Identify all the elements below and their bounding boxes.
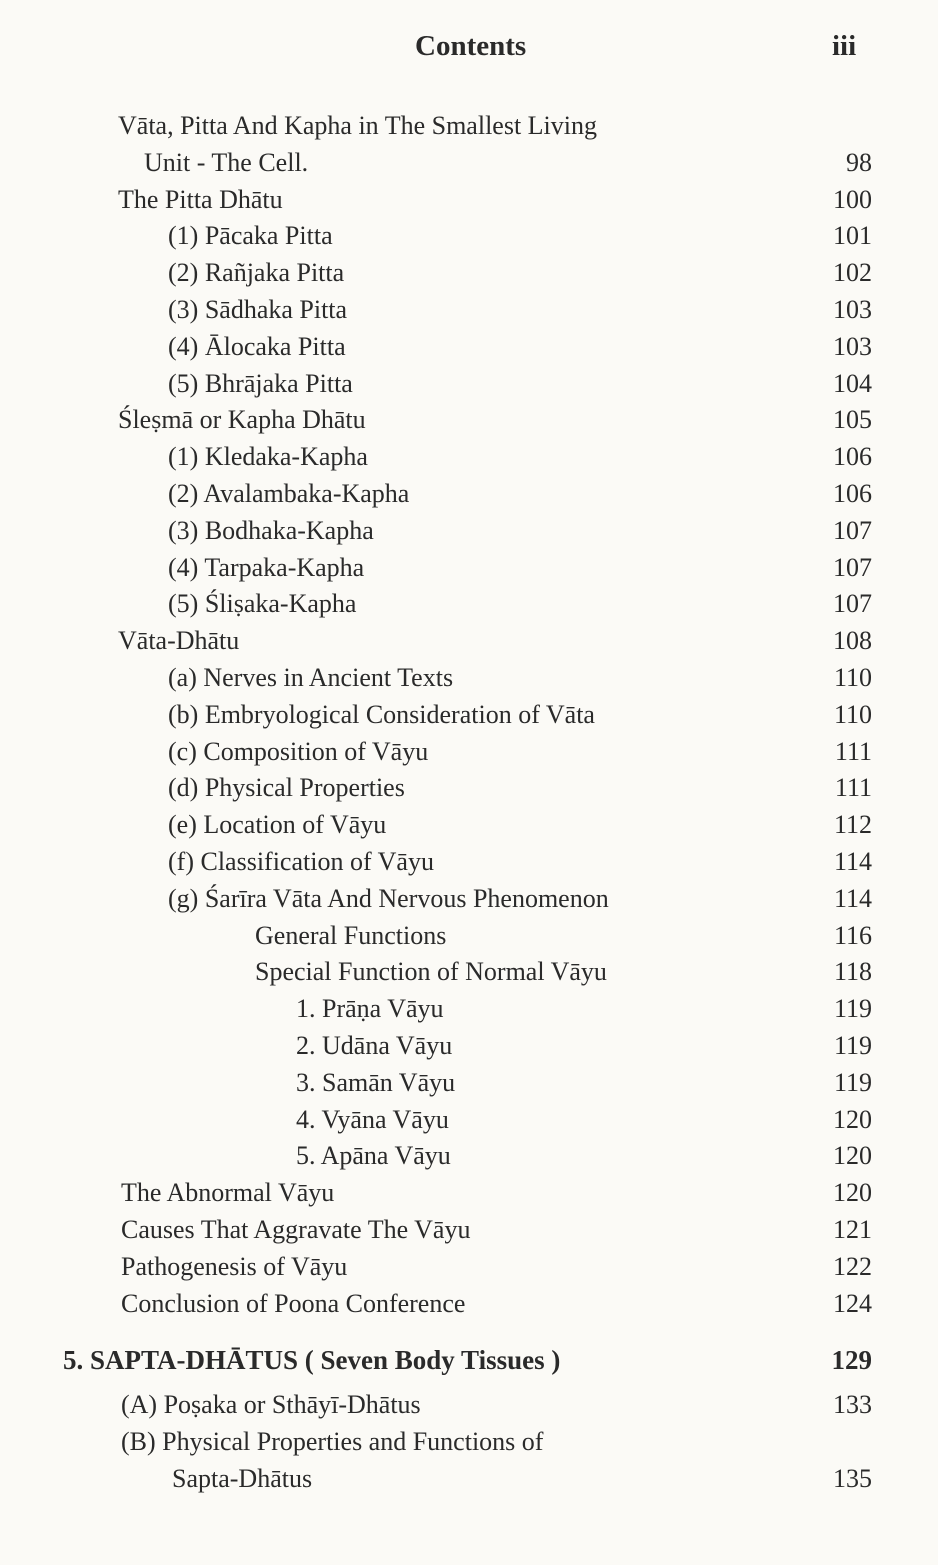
entry-title: (5) Bhrājaka Pitta (168, 368, 353, 398)
toc-entry (0, 807, 938, 844)
entry-title: 5. Apāna Vāyu (296, 1141, 451, 1171)
toc-entry (0, 366, 938, 403)
entry-title: (g) Śarīra Vāta And Nervous Phenomenon (168, 883, 609, 913)
entry-title: (f) Classification of Vāyu (168, 846, 434, 876)
toc-entry (0, 1212, 938, 1249)
entry-title: (A) Poṣaka or Sthāyī-Dhātus (121, 1390, 421, 1420)
entry-title: (5) Śliṣaka-Kapha (168, 589, 357, 619)
toc-entry (0, 513, 938, 550)
toc-entry (0, 439, 938, 476)
entry-page-number: 119 (833, 1067, 872, 1097)
toc-entry (0, 697, 938, 734)
entry-title: Pathogenesis of Vāyu (121, 1251, 348, 1281)
toc-entry (0, 660, 938, 697)
toc-entry (0, 1461, 938, 1498)
entry-page-number: 119 (833, 1030, 872, 1060)
entry-title: Conclusion of Poona Conference (121, 1288, 466, 1318)
entry-title: (e) Location of Vāyu (168, 810, 387, 840)
entry-title: (1) Pācaka Pitta (168, 221, 333, 251)
entry-title: (4) Tarpaka-Kapha (168, 552, 365, 582)
entry-title: (c) Composition of Vāyu (168, 736, 429, 766)
entry-page-number: 110 (833, 662, 872, 692)
entry-page-number: 124 (833, 1288, 872, 1318)
entry-title: Vāta, Pitta And Kapha in The Smallest Living (118, 111, 598, 140)
toc-entry (0, 1175, 938, 1212)
entry-title: (b) Embryological Consideration of Vāta (168, 699, 595, 729)
entry-page-number: 102 (833, 258, 872, 288)
toc-entry (0, 145, 938, 182)
entry-title: 1. Prāṇa Vāyu (296, 994, 444, 1024)
entry-title: (4) Ālocaka Pitta (168, 331, 346, 361)
entry-title: Causes That Aggravate The Vāyu (121, 1214, 471, 1244)
toc-entry (0, 1065, 938, 1102)
entry-page-number: 111 (834, 773, 872, 803)
entry-page-number: 98 (846, 147, 872, 177)
page-title: Contents (415, 30, 527, 62)
toc-entry (0, 550, 938, 587)
toc-entry (0, 1102, 938, 1139)
toc-entry (0, 770, 938, 807)
entry-page-number: 118 (833, 957, 872, 987)
entry-title: Vāta-Dhātu (118, 626, 240, 656)
entry-page-number: 122 (833, 1251, 872, 1281)
entry-page-number: 120 (833, 1104, 872, 1134)
entry-page-number: 104 (833, 368, 872, 398)
entry-page-number: 107 (833, 515, 872, 545)
entry-page-number: 114 (833, 883, 872, 913)
entry-page-number: 106 (833, 478, 872, 508)
entry-title: 4. Vyāna Vāyu (296, 1104, 449, 1134)
entry-page-number: 107 (833, 552, 872, 582)
toc-entry (0, 881, 938, 918)
entry-page-number: 111 (834, 736, 872, 766)
toc-entry (0, 329, 938, 366)
entry-page-number: 119 (833, 994, 872, 1024)
toc-entry (0, 918, 938, 955)
entry-page-number: 135 (833, 1463, 872, 1493)
running-head (0, 30, 938, 70)
toc-entry (0, 108, 938, 145)
entry-title: Unit - The Cell. (144, 147, 309, 177)
entry-page-number: 103 (833, 294, 872, 324)
toc-entry (0, 402, 938, 439)
entry-page-number: 133 (833, 1390, 872, 1420)
toc-entry (0, 1249, 938, 1286)
entry-page-number: 120 (833, 1141, 872, 1171)
toc-entry (0, 623, 938, 660)
entry-title: Sapta-Dhātus (172, 1463, 313, 1493)
entry-page-number: 107 (833, 589, 872, 619)
entry-title: (1) Kledaka-Kapha (168, 442, 368, 472)
entry-page-number: 105 (833, 405, 872, 435)
entry-page-number: 120 (833, 1178, 872, 1208)
entry-title: Special Function of Normal Vāyu (255, 957, 607, 987)
table-of-contents (0, 108, 938, 1497)
toc-entry (0, 844, 938, 881)
toc-entry (0, 292, 938, 329)
entry-title: (2) Avalambaka-Kapha (168, 478, 410, 508)
entry-title: 5. SAPTA-DHĀTUS ( Seven Body Tissues ) (63, 1345, 561, 1376)
toc-entry (0, 1424, 938, 1461)
entry-page-number: 106 (833, 442, 872, 472)
entry-page-number: 114 (833, 846, 872, 876)
entry-title: (3) Sādhaka Pitta (168, 294, 348, 324)
toc-entry (0, 255, 938, 292)
toc-entry (0, 991, 938, 1028)
entry-title: 3. Samān Vāyu (296, 1067, 456, 1097)
entry-title: General Functions (255, 920, 447, 950)
entry-page-number: 116 (833, 920, 872, 950)
toc-entry (0, 586, 938, 623)
toc-entry (0, 182, 938, 219)
entry-page-number: 121 (833, 1214, 872, 1244)
entry-page-number: 100 (833, 184, 872, 214)
toc-entry (0, 734, 938, 771)
entry-page-number: 101 (833, 221, 872, 251)
entry-title: 2. Udāna Vāyu (296, 1030, 453, 1060)
page-number: iii (832, 30, 857, 62)
entry-page-number: 112 (833, 810, 872, 840)
entry-title: The Abnormal Vāyu (121, 1178, 335, 1208)
entry-page-number: 108 (833, 626, 872, 656)
entry-title: (3) Bodhaka-Kapha (168, 515, 374, 545)
entry-title: (a) Nerves in Ancient Texts (168, 662, 454, 692)
entry-page-number: 110 (833, 699, 872, 729)
toc-entry (0, 1286, 938, 1323)
entry-title: (2) Rañjaka Pitta (168, 258, 345, 288)
toc-entry (0, 1028, 938, 1065)
toc-entry (0, 476, 938, 513)
toc-entry (0, 218, 938, 255)
entry-page-number: 129 (831, 1345, 872, 1376)
toc-entry (0, 1387, 938, 1424)
entry-title: The Pitta Dhātu (118, 184, 283, 214)
entry-title: (d) Physical Properties (168, 773, 405, 803)
toc-entry (0, 1138, 938, 1175)
entry-title: (B) Physical Properties and Functions of (121, 1426, 544, 1456)
toc-entry (0, 954, 938, 991)
entry-page-number: 103 (833, 331, 872, 361)
entry-title: Śleṣmā or Kapha Dhātu (118, 405, 366, 435)
chapter-entry (0, 1342, 938, 1379)
